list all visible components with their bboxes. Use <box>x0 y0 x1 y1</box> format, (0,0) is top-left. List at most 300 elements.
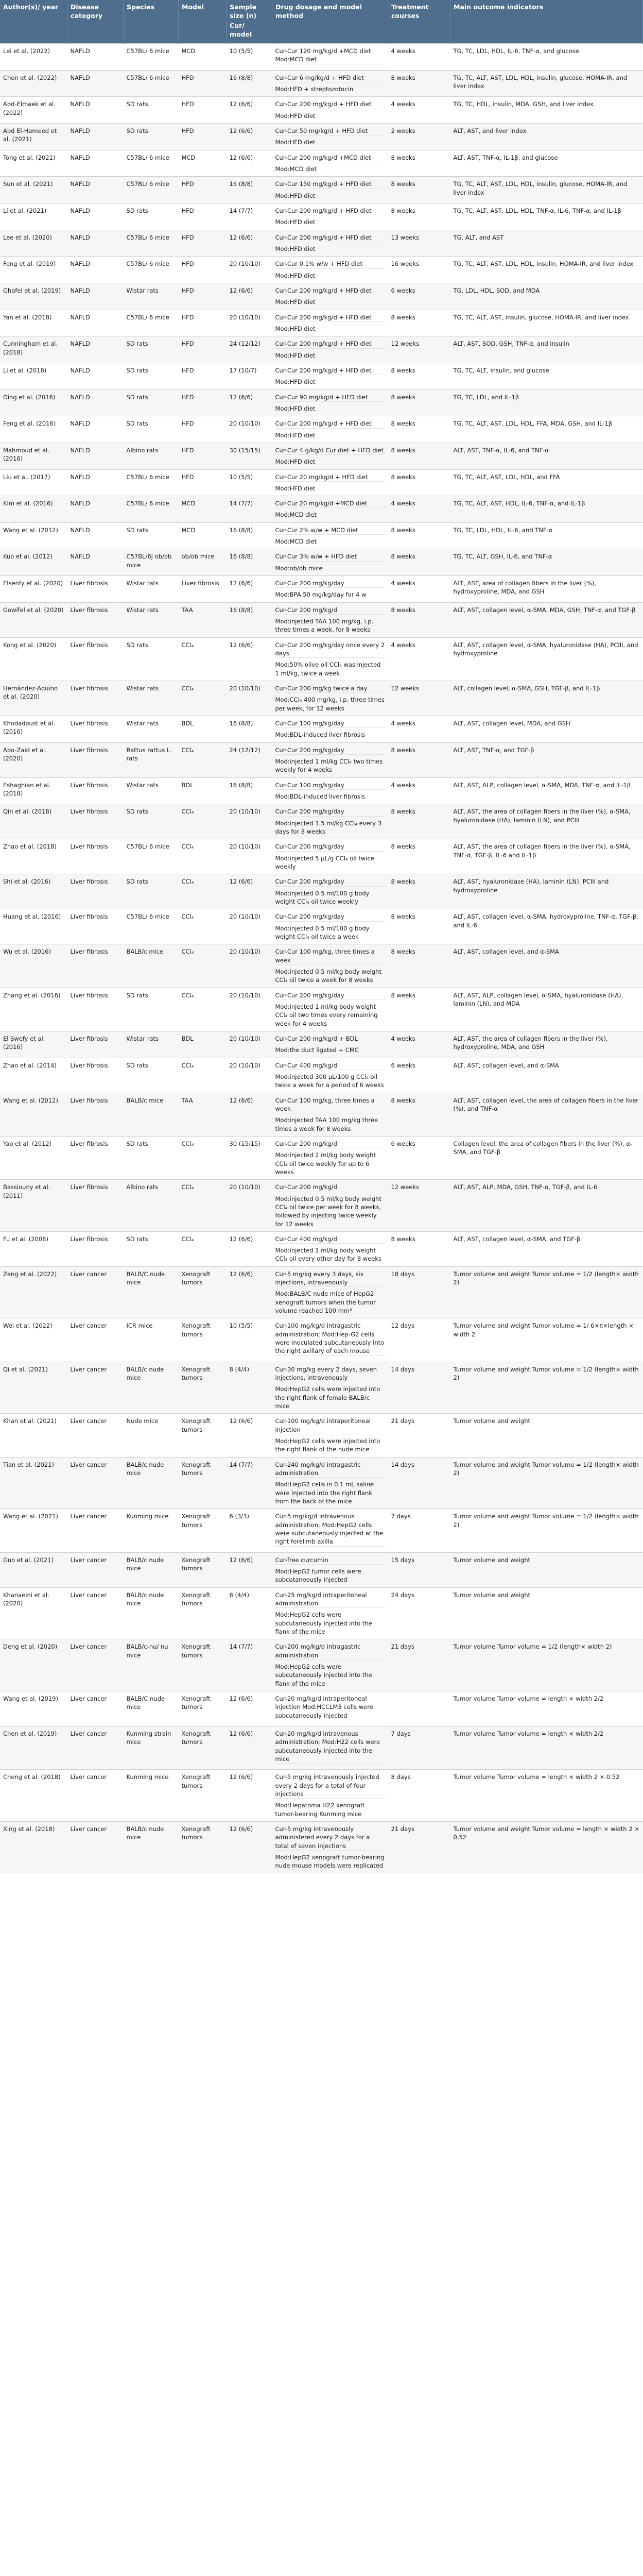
disease-cell: Liver fibrosis <box>67 1031 124 1058</box>
drug-dosage-cell: Cur-Cur 100 mg/kg/day <box>272 777 388 789</box>
model-method-text: Mod:injected 2 ml/kg body weight CCl₄ oil twice weekly for up to 6 weeks <box>275 1148 385 1176</box>
sample-size-cell: 12 (6/6) <box>227 1231 272 1266</box>
drug-dosage-cell: Cur-200 mg/kg/d intragastric administration <box>272 1639 388 1659</box>
treatment-course-cell: 15 days <box>388 1552 450 1587</box>
model-method-cell <box>272 454 388 469</box>
drug-dosage-cell: Cur-Cur 200 mg/kg/d <box>272 1180 388 1192</box>
outcome-cell: TG, TC, ALT, AST, LDL, HDL, insulin, glucose, HOMA-IR, and liver index <box>450 70 643 97</box>
disease-cell: NAFLD <box>67 44 124 71</box>
species-cell: SD rats <box>124 363 179 389</box>
outcome-cell: TG, TC, ALT, AST, HDL, IL-6, TNF-α, and IL-1β <box>450 496 643 523</box>
species-cell: C57BL/ 6 mice <box>124 496 179 523</box>
disease-cell: Liver fibrosis <box>67 576 124 603</box>
outcome-cell: Tumor volume Tumor volume = length × width 2/2 <box>450 1726 643 1769</box>
disease-cell: NAFLD <box>67 522 124 549</box>
model-cell: Xenograft tumors <box>179 1414 227 1457</box>
model-method-cell <box>272 964 388 988</box>
drug-dosage-cell: Cur-Cur 200 mg/kg/day <box>272 576 388 588</box>
species-cell: C57BL/ 6 mice <box>124 230 179 257</box>
author-cell: Shi et al. (2016) <box>0 874 67 909</box>
outcome-cell: ALT, AST, the area of collagen fibers in the liver (%), α-SMA, hyaluronidase (HA), laminin (LN), and PCIII <box>450 804 643 839</box>
table-row <box>0 777 643 789</box>
table-row <box>0 416 643 428</box>
model-cell: Xenograft tumors <box>179 1639 227 1691</box>
author-cell: Wang et al. (2012) <box>0 1093 67 1136</box>
outcome-cell: Tumor volume and weight Tumor volume = 1/2 (length× width 2) <box>450 1509 643 1552</box>
drug-dosage-cell: Cur-Cur 200 mg/kg/day <box>272 988 388 999</box>
table-row <box>0 230 643 242</box>
model-method-cell <box>272 534 388 549</box>
species-cell: Wistar rats <box>124 576 179 603</box>
species-cell: Wistar rats <box>124 716 179 743</box>
model-cell: HFD <box>179 97 227 124</box>
outcome-cell: ALT, AST, ALP, collagen level, α-SMA, MDA, TNF-α, and IL-1β <box>450 777 643 804</box>
outcome-cell: ALT, AST, collagen level, and α-SMA <box>450 1058 643 1093</box>
sample-size-cell: 12 (6/6) <box>227 1770 272 1822</box>
table-row <box>0 310 643 321</box>
disease-cell: Liver fibrosis <box>67 742 124 777</box>
model-method-cell <box>272 921 388 944</box>
species-cell: BALB/c nude mice <box>124 1552 179 1587</box>
model-method-text: Mod:injected 300 μL/100 g CCl₄ oil twice a week for a period of 6 weeks <box>275 1070 385 1090</box>
sample-size-cell: 12 (6/6) <box>227 150 272 177</box>
outcome-cell: ALT, AST, TNF-α, IL-6, and TNF-α <box>450 443 643 469</box>
disease-cell: NAFLD <box>67 496 124 523</box>
model-method-cell <box>272 507 388 522</box>
treatment-course-cell: 8 weeks <box>388 522 450 549</box>
drug-dosage-cell: Cur-Cur 2% w/w + MCD diet <box>272 522 388 534</box>
author-cell: Tong et al. (2021) <box>0 150 67 177</box>
model-cell: Xenograft tumors <box>179 1821 227 1873</box>
outcome-cell: ALT, collagen level, α-SMA, GSH, TGF-β, and IL-1β <box>450 681 643 716</box>
drug-dosage-cell: Cur-Cur 50 mg/kg/d + HFD diet <box>272 123 388 135</box>
table-row <box>0 123 643 135</box>
disease-cell: Liver cancer <box>67 1770 124 1822</box>
treatment-course-cell: 8 weeks <box>388 742 450 777</box>
treatment-course-cell: 4 weeks <box>388 777 450 804</box>
model-method-text: Mod:injected 0.5 ml/100 g body weight CCl₄ oil twice weekly <box>275 886 385 906</box>
author-cell: Kuo et al. (2012) <box>0 549 67 576</box>
sample-size-cell: 14 (7/7) <box>227 1639 272 1691</box>
header-treatment-courses: Treatment courses <box>388 0 450 44</box>
model-method-cell <box>272 816 388 839</box>
author-cell: Bassiouny et al. (2011) <box>0 1180 67 1232</box>
drug-dosage-cell: Cur-5 mg/kg/d intravenous administration; Mod:HepG2 cells were subcutaneously injected at the right forelimb axilla <box>272 1509 388 1546</box>
table-row <box>0 1770 643 1798</box>
table-row <box>0 1726 643 1763</box>
model-method-cell <box>272 109 388 124</box>
disease-cell: NAFLD <box>67 203 124 230</box>
species-cell: BALB/C nude mice <box>124 1691 179 1726</box>
model-method-text: Mod:BDL-induced liver fibrosis <box>275 727 385 739</box>
model-cell: Xenograft tumors <box>179 1318 227 1362</box>
model-cell: HFD <box>179 469 227 496</box>
header-disease-category: Disease category <box>67 0 124 44</box>
model-method-text: Mod:HFD diet <box>275 135 385 146</box>
species-cell: SD rats <box>124 97 179 124</box>
model-method-text: Mod:BDL-induced liver fibrosis <box>275 789 385 801</box>
author-cell: Cunningham et al. (2018) <box>0 336 67 363</box>
author-cell: Khodadoust et al. (2016) <box>0 716 67 743</box>
outcome-cell: Tumor volume and weight <box>450 1587 643 1639</box>
model-method-text: Mod:MCD diet <box>275 162 385 173</box>
sample-size-cell: 12 (6/6) <box>227 1821 272 1873</box>
species-cell: SD rats <box>124 203 179 230</box>
author-cell: Qi et al. (2021) <box>0 1362 67 1414</box>
author-cell: Guo et al. (2021) <box>0 1552 67 1587</box>
sample-size-cell: 16 (8/8) <box>227 716 272 743</box>
species-cell: SD rats <box>124 804 179 839</box>
sample-size-cell: 20 (10/10) <box>227 310 272 336</box>
author-cell: Cheng et al. (2018) <box>0 1770 67 1822</box>
disease-cell: Liver fibrosis <box>67 681 124 716</box>
disease-cell: NAFLD <box>67 97 124 124</box>
table-row <box>0 97 643 109</box>
disease-cell: Liver fibrosis <box>67 1093 124 1136</box>
species-cell: C57BL/ 6 mice <box>124 310 179 336</box>
model-cell: CCl₄ <box>179 1231 227 1266</box>
model-method-text: Mod:BPA 50 mg/kg/day for 4 w <box>275 587 385 599</box>
species-cell: SD rats <box>124 1058 179 1093</box>
author-cell: Wu et al. (2016) <box>0 944 67 988</box>
table-row <box>0 257 643 268</box>
treatment-course-cell: 4 weeks <box>388 44 450 71</box>
species-cell: Nude mice <box>124 1414 179 1457</box>
treatment-course-cell: 13 weeks <box>388 230 450 257</box>
sample-size-cell: 10 (5/5) <box>227 44 272 71</box>
treatment-course-cell: 6 weeks <box>388 1058 450 1093</box>
treatment-course-cell: 4 weeks <box>388 97 450 124</box>
model-method-text: Mod:injected 0.5 ml/kg body weight CCl₄ oil twice per week for 8 weeks, followed by injecting twice weekly for 12 weeks <box>275 1192 385 1228</box>
species-cell: SD rats <box>124 874 179 909</box>
disease-cell: NAFLD <box>67 336 124 363</box>
sample-size-cell: 24 (12/12) <box>227 336 272 363</box>
model-method-cell <box>272 481 388 496</box>
disease-cell: Liver cancer <box>67 1362 124 1414</box>
species-cell: BALB/c nude mice <box>124 1821 179 1873</box>
disease-cell: NAFLD <box>67 257 124 283</box>
model-cell: CCl₄ <box>179 681 227 716</box>
treatment-course-cell: 6 weeks <box>388 283 450 310</box>
model-method-text: Mod:HFD diet <box>275 295 385 306</box>
disease-cell: NAFLD <box>67 150 124 177</box>
model-method-text: Mod:injected 1 ml/kg CCl₄ two times weekly for 4 weeks <box>275 754 385 774</box>
outcome-cell: TG, TC, ALT, AST, LDL, HDL, FFA, MDA, GSH, and IL-1β <box>450 416 643 443</box>
sample-size-cell: 14 (7/7) <box>227 496 272 523</box>
model-method-cell <box>272 428 388 443</box>
outcome-cell: Tumor volume Tumor volume = length × width 2/2 <box>450 1691 643 1726</box>
model-method-text: Mod:HFD diet <box>275 401 385 413</box>
table-row <box>0 336 643 348</box>
disease-cell: NAFLD <box>67 283 124 310</box>
sample-size-cell: 20 (10/10) <box>227 257 272 283</box>
header-row <box>0 0 643 44</box>
model-method-text: Mod:HepG2 cells were subcutaneously injected into the flank of the mice <box>275 1659 385 1688</box>
model-method-text: Mod:HFD diet <box>275 268 385 280</box>
outcome-cell: Tumor volume Tumor volume = length × width 2 × 0.52 <box>450 1770 643 1822</box>
sample-size-cell: 20 (10/10) <box>227 804 272 839</box>
model-cell: MCD <box>179 44 227 71</box>
disease-cell: Liver fibrosis <box>67 637 124 681</box>
table-row <box>0 602 643 614</box>
sample-size-cell: 12 (6/6) <box>227 123 272 150</box>
disease-cell: Liver cancer <box>67 1318 124 1362</box>
treatment-course-cell: 8 weeks <box>388 1231 450 1266</box>
outcome-cell: ALT, AST, collagen level, the area of collagen fibers in the liver (%), and TNF-α <box>450 1093 643 1136</box>
model-method-text: Mod:injected TAA 100 mg/kg three times a week for 8 weeks <box>275 1113 385 1133</box>
treatment-course-cell: 8 weeks <box>388 1093 450 1136</box>
model-method-text <box>275 1355 385 1359</box>
author-cell: Elsenfy et al. (2020) <box>0 576 67 603</box>
outcome-cell: TG, LDL, HDL, SOD, and MDA <box>450 283 643 310</box>
author-cell: Zhao et al. (2014) <box>0 1058 67 1093</box>
model-cell: HFD <box>179 416 227 443</box>
model-method-cell <box>272 1434 388 1457</box>
treatment-course-cell: 8 weeks <box>388 443 450 469</box>
model-method-text <box>275 1720 385 1723</box>
table-row <box>0 1318 643 1355</box>
model-cell: CCl₄ <box>179 909 227 944</box>
model-cell: BDL <box>179 1031 227 1058</box>
disease-cell: Liver fibrosis <box>67 602 124 637</box>
sample-size-cell: 12 (6/6) <box>227 389 272 416</box>
species-cell: SD rats <box>124 389 179 416</box>
disease-cell: NAFLD <box>67 549 124 576</box>
model-method-text: Mod:MCD diet <box>275 534 385 546</box>
drug-dosage-cell: Cur-Cur 100 mg/kg/day <box>272 716 388 728</box>
species-cell: Kunming mice <box>124 1509 179 1552</box>
model-method-text: Mod:HFD diet <box>275 189 385 200</box>
model-method-cell <box>272 1607 388 1639</box>
model-cell: CCl₄ <box>179 944 227 988</box>
disease-cell: Liver cancer <box>67 1726 124 1769</box>
sample-size-cell: 12 (6/6) <box>227 97 272 124</box>
disease-cell: Liver fibrosis <box>67 1231 124 1266</box>
treatment-course-cell: 8 weeks <box>388 874 450 909</box>
table-row <box>0 874 643 886</box>
disease-cell: Liver fibrosis <box>67 777 124 804</box>
table-row <box>0 522 643 534</box>
model-cell: HFD <box>179 177 227 204</box>
disease-cell: Liver cancer <box>67 1639 124 1691</box>
table-row <box>0 1639 643 1659</box>
disease-cell: NAFLD <box>67 177 124 204</box>
outcome-cell: TG, TC, LDL, and IL-1β <box>450 389 643 416</box>
table-row <box>0 177 643 189</box>
author-cell: Lee et al. (2020) <box>0 230 67 257</box>
species-cell: Wistar rats <box>124 777 179 804</box>
author-cell: Lei et al. (2022) <box>0 44 67 71</box>
model-cell: MCD <box>179 150 227 177</box>
outcome-cell: Tumor volume and weight Tumor volume = 1/ 6×π×length × width 2 <box>450 1318 643 1362</box>
sample-size-cell: 12 (6/6) <box>227 1093 272 1136</box>
treatment-course-cell: 8 weeks <box>388 70 450 97</box>
model-method-cell <box>272 1113 388 1136</box>
author-cell: Kong et al. (2020) <box>0 637 67 681</box>
table-row <box>0 1821 643 1850</box>
treatment-course-cell: 2 weeks <box>388 123 450 150</box>
outcome-cell: TG, TC, ALT, AST, LDL, HDL, and FFA <box>450 469 643 496</box>
table-row <box>0 549 643 561</box>
drug-dosage-cell: Cur-Cur 150 mg/kg/d + HFD diet <box>272 177 388 189</box>
model-method-cell <box>272 1286 388 1318</box>
model-method-cell <box>272 1355 388 1362</box>
author-cell: Liu et al. (2017) <box>0 469 67 496</box>
drug-dosage-cell: Cur-Cur 200 mg/kg twice a day <box>272 681 388 693</box>
treatment-course-cell: 8 weeks <box>388 602 450 637</box>
treatment-course-cell: 12 weeks <box>388 681 450 716</box>
author-cell: Zeng et al. (2022) <box>0 1266 67 1318</box>
treatment-course-cell: 12 days <box>388 1318 450 1362</box>
model-cell: HFD <box>179 257 227 283</box>
model-cell: HFD <box>179 443 227 469</box>
table-row <box>0 839 643 851</box>
species-cell: SD rats <box>124 522 179 549</box>
species-cell: C57BL/ 6 mice <box>124 257 179 283</box>
species-cell: BALB/c nude mice <box>124 1587 179 1639</box>
model-method-text: Mod:HFD diet <box>275 428 385 439</box>
disease-cell: Liver cancer <box>67 1691 124 1726</box>
species-cell: C57BL/6J ob/ob mice <box>124 549 179 576</box>
treatment-course-cell: 8 weeks <box>388 363 450 389</box>
table-header <box>0 0 643 44</box>
outcome-cell: TG, ALT, and AST <box>450 230 643 257</box>
author-cell: Khan et al. (2021) <box>0 1414 67 1457</box>
model-method-text: Mod:HepG2 cells were injected into the right flank of the nude mice <box>275 1434 385 1454</box>
treatment-course-cell <box>388 1691 450 1726</box>
model-cell: HFD <box>179 70 227 97</box>
species-cell: SD rats <box>124 416 179 443</box>
model-method-cell <box>272 135 388 150</box>
disease-cell: Liver fibrosis <box>67 1136 124 1179</box>
drug-dosage-cell: Cur-Cur 200 mg/kg/d <box>272 602 388 614</box>
table-row <box>0 1031 643 1043</box>
author-cell: Ghafei et al. (2019) <box>0 283 67 310</box>
model-cell: BDL <box>179 716 227 743</box>
sample-size-cell: 20 (10/10) <box>227 1058 272 1093</box>
model-cell: HFD <box>179 310 227 336</box>
species-cell: SD rats <box>124 988 179 1031</box>
author-cell: El Swefy et al. (2016) <box>0 1031 67 1058</box>
model-cell: Xenograft tumors <box>179 1552 227 1587</box>
treatment-course-cell: 4 weeks <box>388 637 450 681</box>
drug-dosage-cell: Cur-Cur 400 mg/kg/d <box>272 1058 388 1070</box>
model-cell: Xenograft tumors <box>179 1587 227 1639</box>
model-method-text: Mod:injected TAA 100 mg/kg, i.p. three times a week, for 8 weeks <box>275 614 385 634</box>
model-method-cell <box>272 1477 388 1509</box>
outcome-cell: Collagen level, the area of collagen fibers in the liver (%), α-SMA, and TGF-β <box>450 1136 643 1179</box>
model-method-cell <box>272 375 388 389</box>
model-cell: Xenograft tumors <box>179 1457 227 1509</box>
author-cell: Feng et al. (2019) <box>0 257 67 283</box>
treatment-course-cell: 7 days <box>388 1726 450 1769</box>
disease-cell: NAFLD <box>67 469 124 496</box>
disease-cell: Liver fibrosis <box>67 909 124 944</box>
author-cell: Wang et al. (2012) <box>0 522 67 549</box>
model-method-text: Mod:HFD diet <box>275 481 385 493</box>
model-method-text: Mod:the duct ligated + CMC <box>275 1043 385 1054</box>
sample-size-cell: 12 (6/6) <box>227 576 272 603</box>
treatment-course-cell: 8 weeks <box>388 469 450 496</box>
drug-dosage-cell: Cur-Cur 200 mg/kg/day <box>272 874 388 886</box>
disease-cell: NAFLD <box>67 123 124 150</box>
author-cell: Chen et al. (2019) <box>0 1726 67 1769</box>
treatment-course-cell: 8 weeks <box>388 389 450 416</box>
table-row <box>0 1231 643 1243</box>
model-method-text: Mod:injected 5 μL/g CCl₄ oil twice weekly <box>275 851 385 871</box>
table-row <box>0 70 643 82</box>
outcome-cell: Tumor volume and weight <box>450 1414 643 1457</box>
treatment-course-cell: 8 weeks <box>388 988 450 1031</box>
model-method-cell <box>272 657 388 681</box>
model-cell: CCl₄ <box>179 1180 227 1232</box>
table-row <box>0 944 643 964</box>
model-method-text: Mod:HFD diet <box>275 215 385 226</box>
disease-cell: NAFLD <box>67 310 124 336</box>
outcome-cell: Tumor volume and weight Tumor volume = 1/2 (length× width 2) <box>450 1362 643 1414</box>
model-cell: Liver fibrosis <box>179 576 227 603</box>
species-cell: Albino rats <box>124 443 179 469</box>
model-method-text <box>275 64 385 67</box>
drug-dosage-cell: Cur-Cur 200 mg/kg/day <box>272 804 388 816</box>
drug-dosage-cell: Cur-Cur 20 mg/kg/d +MCD diet <box>272 496 388 508</box>
author-cell: Xing et al. (2018) <box>0 1821 67 1873</box>
sample-size-cell: 10 (5/5) <box>227 1318 272 1362</box>
model-method-text: Mod:HepG2 tumor cells were subcutaneously injected <box>275 1564 385 1584</box>
table-row <box>0 716 643 728</box>
model-method-text: Mod:HFD + streptozotocin <box>275 82 385 93</box>
outcome-cell: ALT, AST, collagen level, α-SMA, and TGF-β <box>450 1231 643 1266</box>
outcome-cell: TG, TC, ALT, AST, LDL, HDL, insulin, glucose, HOMA-IR, and liver index <box>450 177 643 204</box>
table-row <box>0 804 643 816</box>
model-method-cell <box>272 587 388 602</box>
model-cell: ob/ob mice <box>179 549 227 576</box>
species-cell: BALB/c-nu/ nu mice <box>124 1639 179 1691</box>
sample-size-cell: 12 (6/6) <box>227 230 272 257</box>
author-cell: Abd-Elmaek et al. (2022) <box>0 97 67 124</box>
treatment-course-cell: 24 days <box>388 1587 450 1639</box>
model-method-text: Mod:Hepatoma H22 xenograft tumor-bearing Kunming mice <box>275 1798 385 1818</box>
header-species: Species <box>124 0 179 44</box>
model-method-cell <box>272 1070 388 1093</box>
model-method-text: Mod:HepG2 cells were injected into the right flank of female BALB/c mice <box>275 1382 385 1410</box>
table-row <box>0 742 643 754</box>
author-cell: Sun et al. (2021) <box>0 177 67 204</box>
table-row <box>0 150 643 162</box>
disease-cell: Liver cancer <box>67 1821 124 1873</box>
model-method-cell <box>272 1243 388 1266</box>
model-cell: CCl₄ <box>179 874 227 909</box>
sample-size-cell: 20 (10/10) <box>227 839 272 874</box>
author-cell: Eshaghian et al. (2018) <box>0 777 67 804</box>
treatment-course-cell: 8 weeks <box>388 909 450 944</box>
model-method-cell <box>272 348 388 363</box>
model-method-cell <box>272 82 388 97</box>
species-cell: C57BL/ 6 mice <box>124 839 179 874</box>
table-row <box>0 1509 643 1546</box>
sample-size-cell: 10 (5/5) <box>227 469 272 496</box>
model-cell: CCl₄ <box>179 1058 227 1093</box>
species-cell: Kunming strain mice <box>124 1726 179 1769</box>
drug-dosage-cell: Cur-Cur 100 mg/kg, three times a week <box>272 944 388 964</box>
author-cell: Qin et al. (2018) <box>0 804 67 839</box>
drug-dosage-cell: Cur-Cur 200 mg/kg/d + HFD diet <box>272 203 388 215</box>
drug-dosage-cell: Cur-Cur 200 mg/kg/d +MCD diet <box>272 150 388 162</box>
outcome-cell: ALT, AST, collagen level, and α-SMA <box>450 944 643 988</box>
model-cell: HFD <box>179 283 227 310</box>
species-cell: Kunming mice <box>124 1770 179 1822</box>
model-method-cell <box>272 1763 388 1770</box>
